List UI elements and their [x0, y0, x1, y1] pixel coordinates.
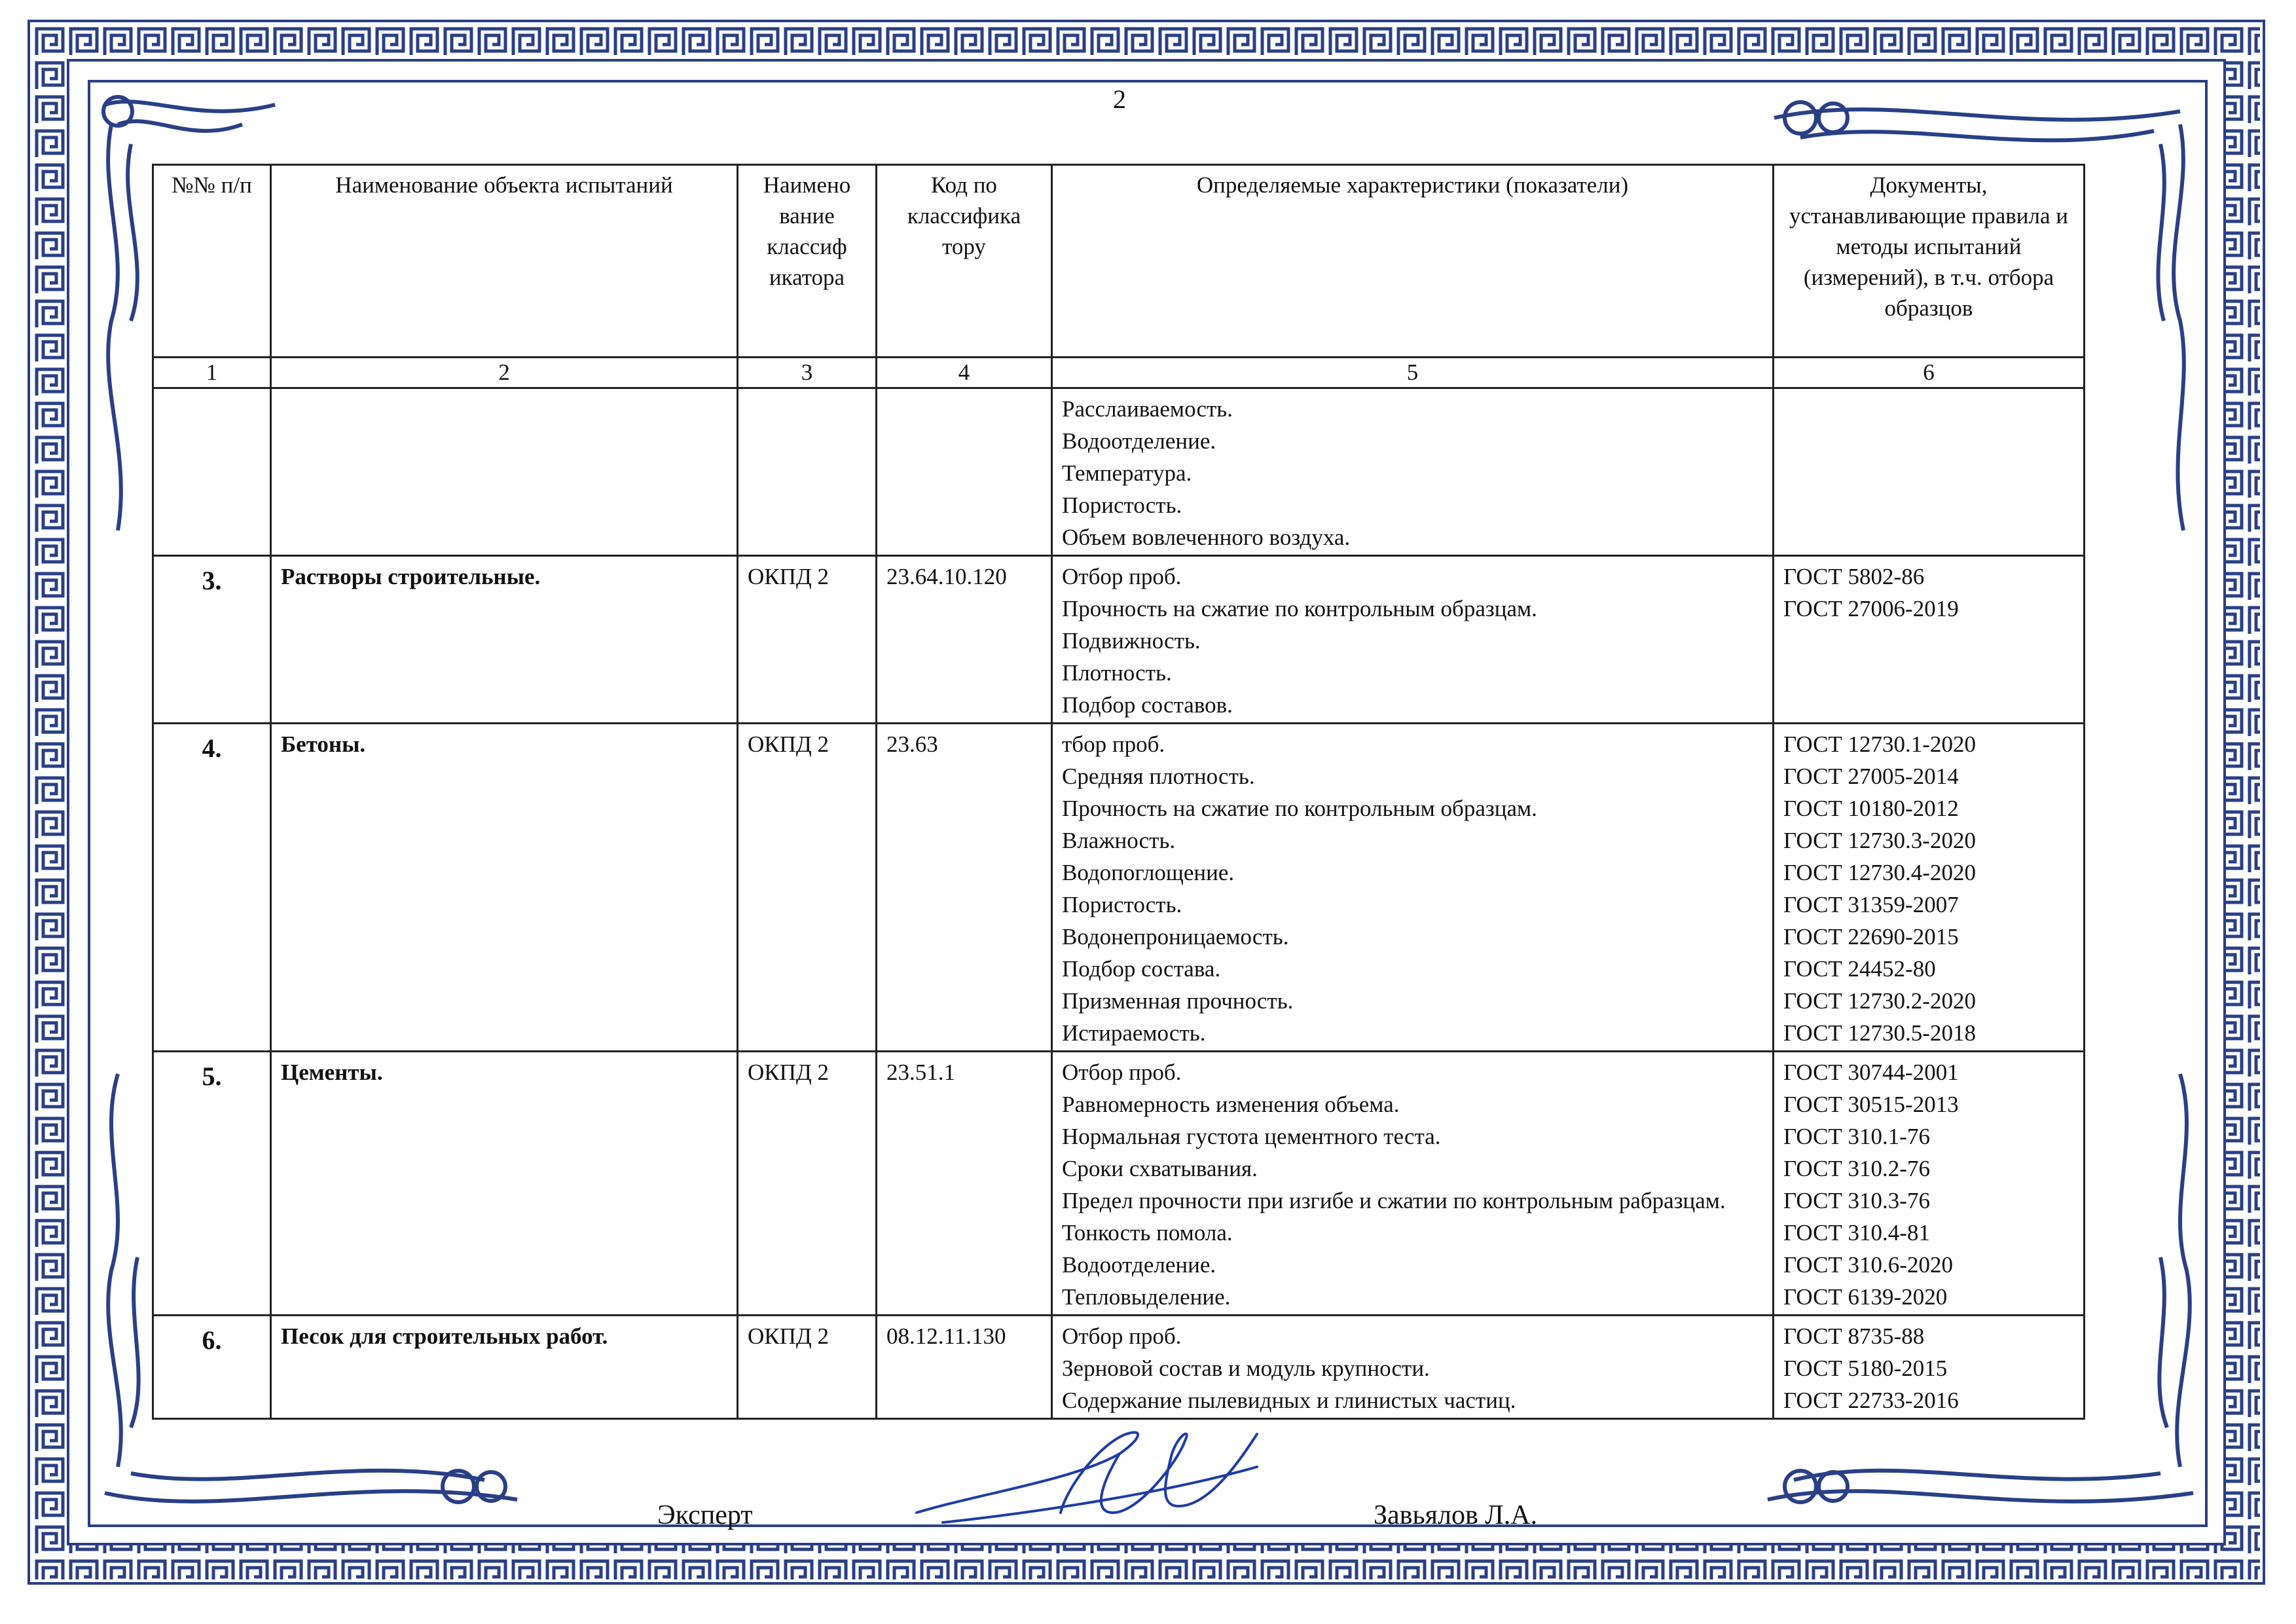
characteristic-item: Предел прочности при изгибе и сжатии по контрольным рабразцам. [1062, 1188, 1726, 1213]
document-item: ГОСТ 10180-2012 [1783, 796, 1959, 821]
characteristic-item: Водопоглощение. [1062, 860, 1235, 885]
document-item: ГОСТ 6139-2020 [1783, 1284, 1948, 1310]
characteristic-item: Нормальная густота цементного теста. [1062, 1124, 1441, 1149]
document-item: ГОСТ 310.3-76 [1783, 1188, 1930, 1213]
cell-characteristics [1052, 1316, 1774, 1419]
document-item: ГОСТ 12730.5-2018 [1783, 1020, 1976, 1046]
characteristic-item: Сроки схватывания. [1062, 1156, 1258, 1181]
document-item: ГОСТ 5180-2015 [1783, 1356, 1948, 1381]
characteristic-item: Равномерность изменения объема. [1062, 1092, 1400, 1117]
document-item: ГОСТ 12730.1-2020 [1783, 731, 1976, 757]
cell-documents [1774, 1052, 2085, 1316]
column-number: 1 [153, 358, 271, 388]
cell-classifier [738, 388, 877, 556]
cell-number: 6. [153, 1316, 271, 1419]
table-row [153, 556, 2085, 724]
cell-code: 23.64.10.120 [877, 556, 1052, 724]
expert-role-label: Эксперт [657, 1500, 753, 1530]
document-item: ГОСТ 8735-88 [1783, 1323, 1925, 1349]
cell-number [153, 388, 271, 556]
characteristic-item: Истираемость. [1062, 1020, 1206, 1046]
table-row [153, 1052, 2085, 1316]
header-cell-number: №№ п/п [153, 165, 271, 358]
document-item: ГОСТ 27006-2019 [1783, 596, 1959, 621]
column-number: 2 [271, 358, 738, 388]
characteristic-item: Тепловыделение. [1062, 1284, 1231, 1310]
cell-number: 5. [153, 1052, 271, 1316]
characteristic-item: Плотность. [1062, 660, 1172, 686]
characteristic-item: Подбор состава. [1062, 956, 1221, 982]
column-number: 5 [1052, 358, 1774, 388]
characteristic-item: Средняя плотность. [1062, 764, 1255, 789]
cell-object [271, 388, 738, 556]
header-cell-classifier: Наимено вание классиф икатора [738, 165, 877, 358]
characteristic-item: Отбор проб. [1062, 1323, 1182, 1349]
header-cell-code: Код по классифика тору [877, 165, 1052, 358]
cell-documents [1774, 1316, 2085, 1419]
cell-characteristics [1052, 1052, 1774, 1316]
signature-icon [903, 1414, 1270, 1532]
cell-characteristics [1052, 724, 1774, 1052]
characteristic-item: Зерновой состав и модуль крупности. [1062, 1356, 1430, 1381]
characteristic-item: Температура. [1062, 460, 1192, 486]
characteristic-item: Подбор составов. [1062, 692, 1233, 718]
cell-object: Песок для строительных работ. [271, 1316, 738, 1419]
document-item: ГОСТ 310.4-81 [1783, 1220, 1930, 1246]
document-item: ГОСТ 22690-2015 [1783, 924, 1959, 950]
characteristic-item: Призменная прочность. [1062, 988, 1294, 1014]
document-item: ГОСТ 12730.4-2020 [1783, 860, 1976, 885]
table-header-row [153, 165, 2085, 358]
cell-object: Растворы строительные. [271, 556, 738, 724]
cell-documents [1774, 388, 2085, 556]
characteristic-item: Водоотделение. [1062, 1252, 1216, 1278]
cell-code: 23.63 [877, 724, 1052, 1052]
cell-code: 08.12.11.130 [877, 1316, 1052, 1419]
document-item: ГОСТ 22733-2016 [1783, 1388, 1959, 1413]
page-number: 2 [1113, 84, 1126, 114]
characteristic-item: Тонкость помола. [1062, 1220, 1233, 1246]
cell-code: 23.51.1 [877, 1052, 1052, 1316]
cell-number: 4. [153, 724, 271, 1052]
document-item: ГОСТ 30744-2001 [1783, 1060, 1959, 1085]
header-cell-characteristics: Определяемые характеристики (показатели) [1052, 165, 1774, 358]
characteristic-item: Пористость. [1062, 492, 1182, 518]
cell-classifier: ОКПД 2 [738, 1316, 877, 1419]
header-cell-object: Наименование объекта испытаний [271, 165, 738, 358]
characteristic-item: Водонепроницаемость. [1062, 924, 1289, 950]
document-item: ГОСТ 31359-2007 [1783, 892, 1959, 917]
document-item: ГОСТ 310.1-76 [1783, 1124, 1930, 1149]
characteristic-item: Влажность. [1062, 828, 1176, 853]
header-cell-documents: Документы, устанавливающие правила и методы испытаний (измерений), в т.ч. отбора образцов [1774, 165, 2085, 358]
cell-characteristics [1052, 556, 1774, 724]
cell-number: 3. [153, 556, 271, 724]
table-row-continuation [153, 388, 2085, 556]
cell-documents [1774, 724, 2085, 1052]
characteristic-item: Прочность на сжатие по контрольным образцам. [1062, 796, 1537, 821]
cell-object: Цементы. [271, 1052, 738, 1316]
characteristic-item: Отбор проб. [1062, 1060, 1182, 1085]
characteristic-item: Отбор проб. [1062, 564, 1182, 589]
expert-name: Завьялов Л.А. [1374, 1500, 1538, 1530]
characteristic-item: Прочность на сжатие по контрольным образцам. [1062, 596, 1537, 621]
cell-classifier: ОКПД 2 [738, 556, 877, 724]
characteristic-item: Подвижность. [1062, 628, 1201, 654]
document-item: ГОСТ 310.2-76 [1783, 1156, 1930, 1181]
cell-code [877, 388, 1052, 556]
document-item: ГОСТ 12730.3-2020 [1783, 828, 1976, 853]
cell-object: Бетоны. [271, 724, 738, 1052]
document-item: ГОСТ 12730.2-2020 [1783, 988, 1976, 1014]
cell-documents [1774, 556, 2085, 724]
document-item: ГОСТ 5802-86 [1783, 564, 1925, 589]
column-number-row [153, 358, 2085, 388]
column-number: 3 [738, 358, 877, 388]
characteristic-item: тбор проб. [1062, 731, 1165, 757]
characteristic-item: Содержание пылевидных и глинистых частиц. [1062, 1388, 1516, 1413]
cell-characteristics [1052, 388, 1774, 556]
characteristic-item: Водоотделение. [1062, 428, 1216, 454]
cell-classifier: ОКПД 2 [738, 724, 877, 1052]
document-item: ГОСТ 30515-2013 [1783, 1092, 1959, 1117]
document-item: ГОСТ 310.6-2020 [1783, 1252, 1953, 1278]
column-number: 4 [877, 358, 1052, 388]
document-item: ГОСТ 27005-2014 [1783, 764, 1959, 789]
cell-classifier: ОКПД 2 [738, 1052, 877, 1316]
table-row [153, 724, 2085, 1052]
characteristic-item: Пористость. [1062, 892, 1182, 917]
test-objects-table [152, 164, 2085, 1420]
column-number: 6 [1774, 358, 2085, 388]
characteristic-item: Объем вовлеченного воздуха. [1062, 525, 1351, 550]
characteristic-item: Расслаиваемость. [1062, 396, 1233, 422]
document-item: ГОСТ 24452-80 [1783, 956, 1936, 982]
table-row [153, 1316, 2085, 1419]
